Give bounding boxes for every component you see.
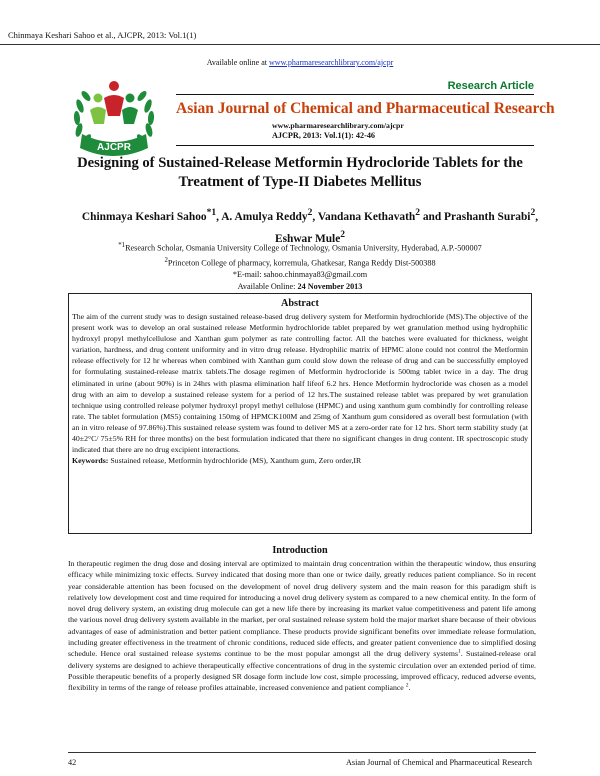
badge-rule <box>176 94 534 95</box>
affiliation-mark: *1 <box>118 242 126 249</box>
author-sep: , <box>312 210 318 223</box>
author-mark: 2 <box>340 229 346 240</box>
keywords-text: Sustained release, Metformin hydrochloride (MS), Xanthum gum, Zero order,IR <box>108 456 362 466</box>
abstract-heading: Abstract <box>281 298 319 309</box>
affiliation-1 <box>40 240 560 255</box>
author-mark: 2 <box>530 208 536 218</box>
affiliation-text: Research Scholar, Osmania University College of Technology, Osmania University, Hyderabad, A.P.-500007 <box>125 243 482 253</box>
affiliation-mark: 2 <box>164 256 168 264</box>
journal-title: Asian Journal of Chemical and Pharmaceutical Research <box>176 100 555 117</box>
header-rule <box>0 44 600 45</box>
people-icon <box>90 81 138 124</box>
affiliation-text: Princeton College of pharmacy, korremula, Ghatkesar, Ranga Reddy Dist-500388 <box>167 258 436 268</box>
author-mark: *1 <box>206 208 217 218</box>
online-date: 24 November 2013 <box>297 281 363 291</box>
page-number: 42 <box>68 758 77 767</box>
author-name: Eshwar Mule <box>274 232 341 245</box>
journal-issue: AJCPR, 2013: Vol.1(1): 42-46 <box>272 131 376 140</box>
keywords-label: Keywords: <box>72 456 109 466</box>
author-name: Prashanth Surabi <box>444 210 531 223</box>
running-head: Chinmaya Keshari Sahoo et al., AJCPR, 2013: Vol.1(1) <box>8 30 197 40</box>
online-label: Available Online: <box>237 281 298 291</box>
logo-text: AJCPR <box>97 142 131 153</box>
author-name: Vandana Kethavath <box>317 210 416 223</box>
introduction-text: . Sustained-release oral delivery systems are designed to achieve therapeutically effective concentrations of drug in the systemic circulation over an extended period of time. Possible therapeutic benefits of a properly designed SR dosage form include low cost, simple processing, improved efficacy, reduced adverse events, flexibility in terms of the range of release profiles attainable, increased convenience and patient compliance <box>68 649 537 693</box>
abstract-body <box>72 311 528 466</box>
availability-line <box>0 58 600 67</box>
author-name: Chinmaya Keshari Sahoo <box>81 210 207 223</box>
author-name: A. Amulya Reddy <box>221 210 308 223</box>
citation-ref: 1 <box>458 648 461 655</box>
footer-rule <box>68 752 536 753</box>
introduction-text: . <box>408 683 411 693</box>
journal-logo <box>68 76 160 162</box>
introduction-heading: Introduction <box>272 545 328 556</box>
availability-link[interactable]: www.pharmaresearchlibrary.com/ajcpr <box>269 58 394 67</box>
abstract-text: The aim of the current study was to design sustained release-based drug delivery system for Metformin hydrochloride (MS).The objective of the present work was to develop an oral sustained release Metformin hydrochloride tablet prepared by wet granulation method using hydrophilic hydroxyl propyl methylcellulose and Xanthan gum polymer as rate controlling factor. All the batches were evaluated for thickness, weight variation, hardness, and drug content uniformity and in vitro drug release. Hydrophilic matrix of HPMC alone could not control the Metformin release effectively for 12 hr whereas when combined with Xanthan gum could slow down the release of drug and can be successfully employed for formulating sustained-release matrix tablets.The dosage regimen of Metformin hydrocloride is 500mg tablet twice in a day. The drug eliminated in urine (about 90%) is in 24hrs with plasma elimination half lifeof 6.2 hrs. Hence Metformin hydrocloride was chosen as a model drug with an aim to develop a sustained release system for a period of 12 hrs.The sustained release tablet was prepared by wet granulation technique using controlled release polymer hydroxyl propyl methyl cellulose (HPMC) and using xanthum gum combindly for controlling release rate. The tablet formulation (MS5) containing 150mg of HPMCK100M and 25mg of Xanthum gum considered as overall best formulation (with an in vitro release of 97.86%).This sustained release system was found to deliver MS at a zero-order rate for 12 hrs. Short term stability study (at 40±2°C/ 75±5% RH for three months) on the best formulation indicated that there no significant changes in drug content. IR spectroscopic study indicated that there are no drug excipient interactions. <box>72 312 528 455</box>
author-sep: and <box>419 210 445 223</box>
journal-url: www.pharmaresearchlibrary.com/ajcpr <box>272 121 404 130</box>
paper-title: Designing of Sustained-Release Metformin Hydrocloride Tablets for the Treatment of Type-II Diabetes Mellitus <box>77 155 523 190</box>
affiliations <box>40 240 560 293</box>
online-date-line <box>40 281 560 293</box>
citation-ref: 2 <box>405 682 409 689</box>
author-mark: 2 <box>415 208 420 218</box>
author-sep: , <box>535 210 539 223</box>
journal-rule <box>176 145 534 146</box>
footer-journal: Asian Journal of Chemical and Pharmaceutical Research <box>346 758 532 767</box>
author-mark: 2 <box>307 208 313 218</box>
introduction-text: In therapeutic regimen the drug dose and dosing interval are optimized to maintain drug concentration within the therapeutic window, thus ensuring efficacy while minimizing toxic effects. Survey indicated that dosing more than one or twice daily, greatly reduces patient compliance. So in recent year considerable attention has been focused on the development of novel drug delivery system and the main reason for this paradigm shift is relatively low development cost and time required for introducing a novel drug delivery system as compared to a new chemical entity. In the form of novel drug delivery system, an existing drug molecule can get a new life there by increasing its market value competitiveness and patent life among the various novel drug delivery system available in the market, per oral sustained release system hold the major market share because of their obvious advantages of ease of administration and better patient compliance. These products provide significant benefits over immediate release formulation, including greater effectiveness in the treatment of chronic conditions, reduced side effects, and greater patient convenience due to simplified dosing schedule. Hence oral sustained release systems continue to be the most popular amongst all the drug delivery systems <box>68 559 536 659</box>
affiliation-2 <box>40 255 560 270</box>
article-type-badge: Research Article <box>447 80 534 92</box>
author-email: *E-mail: sahoo.chinmaya83@gmail.com <box>232 270 368 280</box>
author-sep: , <box>216 210 222 223</box>
availability-prefix: Available online at <box>206 58 270 67</box>
introduction-body <box>68 558 536 694</box>
